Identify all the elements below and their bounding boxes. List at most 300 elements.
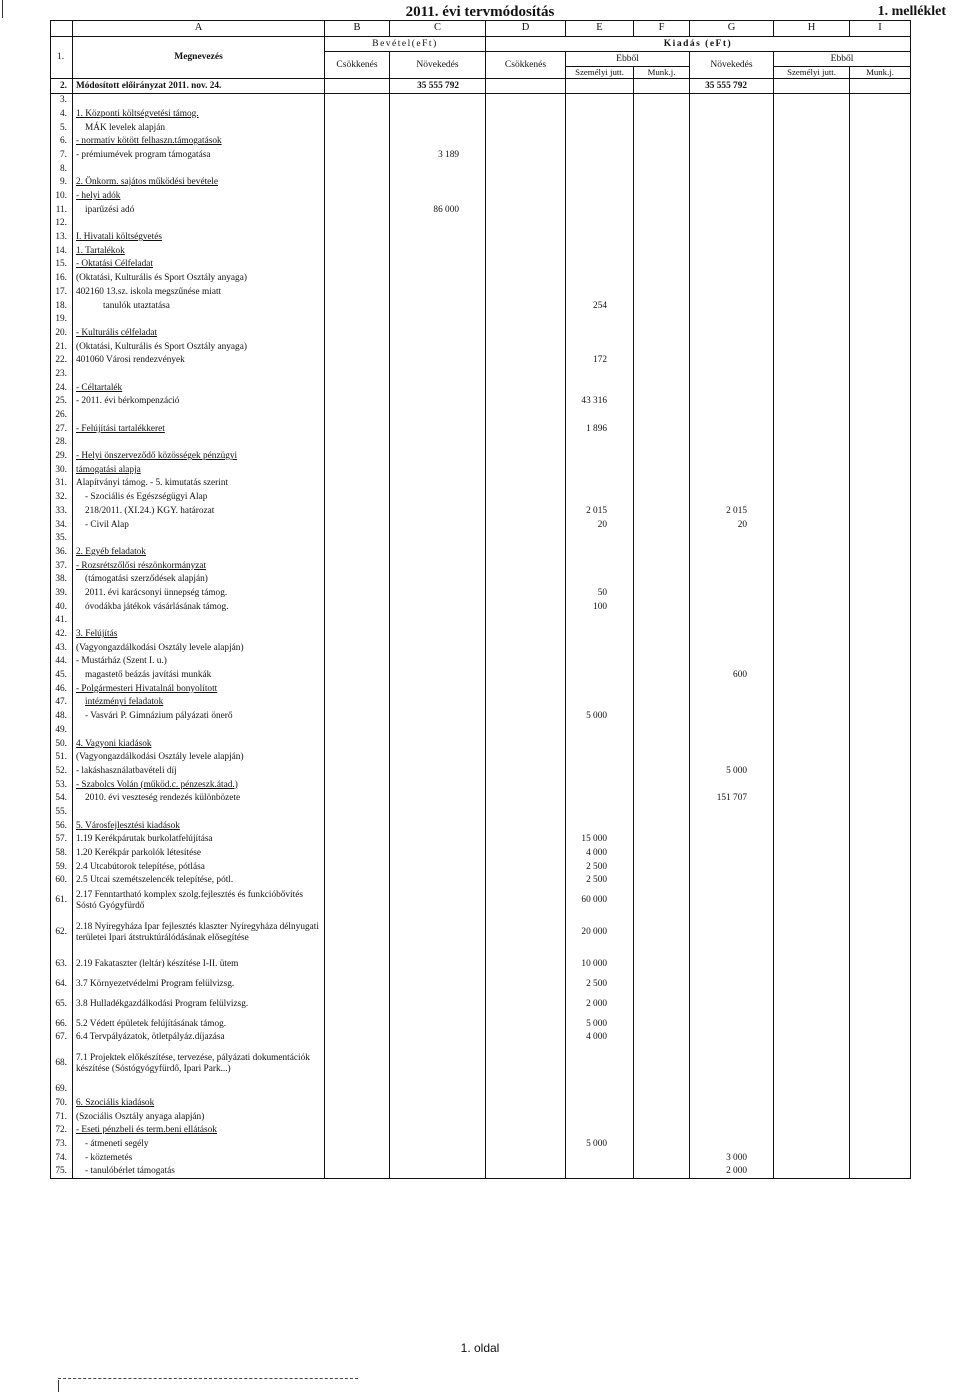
row-number: 12. xyxy=(51,217,73,231)
row-number: 17. xyxy=(51,285,73,299)
cell-f xyxy=(634,888,690,914)
row-number: 58. xyxy=(51,847,73,861)
cell-i xyxy=(850,231,911,245)
cell-b xyxy=(325,313,390,327)
cell-c xyxy=(390,914,486,952)
cell-i xyxy=(850,326,911,340)
cell-c xyxy=(390,367,486,381)
row-number: 52. xyxy=(51,764,73,778)
cell-d xyxy=(486,952,566,978)
cell-g xyxy=(690,952,774,978)
cell-h xyxy=(774,669,850,683)
table-row xyxy=(51,107,911,121)
cell-i xyxy=(850,422,911,436)
row-name: - Civil Alap xyxy=(73,518,325,532)
row-number: 75. xyxy=(51,1165,73,1179)
row-name: - tanulóbérlet támogatás xyxy=(73,1165,325,1179)
cell-c xyxy=(390,395,486,409)
row-number: 31. xyxy=(51,477,73,491)
cell-i xyxy=(850,819,911,833)
cell-e xyxy=(566,723,634,737)
cell-i xyxy=(850,409,911,423)
col-letter-d: D xyxy=(486,21,566,37)
cell-c xyxy=(390,1137,486,1151)
row-name: iparűzési adó xyxy=(73,203,325,217)
row-name xyxy=(73,217,325,231)
cell-f xyxy=(634,1110,690,1124)
cell-h xyxy=(774,491,850,505)
row-number: 74. xyxy=(51,1151,73,1165)
col-letter-c: C xyxy=(390,21,486,37)
cell-g xyxy=(690,231,774,245)
cell-g xyxy=(690,162,774,176)
cell-h xyxy=(774,258,850,272)
table-row xyxy=(51,847,911,861)
cell-d xyxy=(486,299,566,313)
cell-f xyxy=(634,1045,690,1083)
cell-g xyxy=(690,340,774,354)
row-name: I. Hivatali költségvetés xyxy=(73,231,325,245)
cell-e xyxy=(566,532,634,546)
cell-c xyxy=(390,778,486,792)
table-row xyxy=(51,586,911,600)
cell-e xyxy=(566,148,634,162)
cell-c xyxy=(390,354,486,368)
cell-e: 2 015 xyxy=(566,504,634,518)
cell-d xyxy=(486,354,566,368)
cell-f xyxy=(634,504,690,518)
row-number: 3. xyxy=(51,93,73,107)
cell-c xyxy=(390,952,486,978)
kiadas-csokkenes-ebbol-header: Ebből xyxy=(566,52,690,67)
row-number: 33. xyxy=(51,504,73,518)
cell-b xyxy=(325,93,390,107)
row-name: - köztemetés xyxy=(73,1151,325,1165)
cell-c xyxy=(390,231,486,245)
table-row xyxy=(51,914,911,952)
cell-b xyxy=(325,792,390,806)
cell-e: 4 000 xyxy=(566,847,634,861)
cell-c xyxy=(390,162,486,176)
cell-d xyxy=(486,1045,566,1083)
row-name: 2011. évi karácsonyi ünnepség támog. xyxy=(73,586,325,600)
cell-f xyxy=(634,135,690,149)
row-number: 66. xyxy=(51,1017,73,1031)
table-row xyxy=(51,340,911,354)
row-name: 6. Szociális kiadások xyxy=(73,1096,325,1110)
row-name: 2.17 Fenntartható komplex szolg.fejlesztés és funkcióbővítés Sóstó Gyógyfürdő xyxy=(73,888,325,914)
cell-e xyxy=(566,1165,634,1179)
cell-e: 2 500 xyxy=(566,874,634,888)
table-row xyxy=(51,600,911,614)
szemelyi-header-h: Személyi jutt. xyxy=(774,67,850,79)
cell-i xyxy=(850,79,911,94)
cell-c xyxy=(390,764,486,778)
cell-b xyxy=(325,285,390,299)
cell-i xyxy=(850,518,911,532)
cell-c xyxy=(390,463,486,477)
cell-b xyxy=(325,299,390,313)
row-number: 57. xyxy=(51,833,73,847)
row-name: - helyi adók xyxy=(73,190,325,204)
row-number: 44. xyxy=(51,655,73,669)
cell-e xyxy=(566,463,634,477)
row-number: 18. xyxy=(51,299,73,313)
row-number: 49. xyxy=(51,723,73,737)
cell-g xyxy=(690,436,774,450)
cell-g xyxy=(690,545,774,559)
cell-c: 35 555 792 xyxy=(390,79,486,94)
row-name: tanulók utaztatása xyxy=(73,299,325,313)
cell-g xyxy=(690,409,774,423)
cell-i xyxy=(850,1110,911,1124)
row-number: 35. xyxy=(51,532,73,546)
cell-e xyxy=(566,450,634,464)
cell-f xyxy=(634,409,690,423)
row-number: 29. xyxy=(51,450,73,464)
cell-h xyxy=(774,545,850,559)
cell-g xyxy=(690,148,774,162)
cell-h xyxy=(774,1151,850,1165)
cell-h xyxy=(774,978,850,992)
row-number: 45. xyxy=(51,669,73,683)
cell-i xyxy=(850,1124,911,1138)
cell-h xyxy=(774,107,850,121)
cell-g xyxy=(690,737,774,751)
cell-i xyxy=(850,1096,911,1110)
cell-g xyxy=(690,778,774,792)
cell-d xyxy=(486,203,566,217)
cell-h xyxy=(774,395,850,409)
cell-g xyxy=(690,600,774,614)
cell-h xyxy=(774,121,850,135)
row-number: 59. xyxy=(51,860,73,874)
cell-h xyxy=(774,914,850,952)
table-row xyxy=(51,491,911,505)
row-name: 2.4 Utcabútorok telepítése, pótlása xyxy=(73,860,325,874)
table-row xyxy=(51,518,911,532)
row-name: óvodákba játékok vásárlásának támog. xyxy=(73,600,325,614)
cell-b xyxy=(325,710,390,724)
bevetel-csokkenes-header: Csökkenés xyxy=(325,52,390,79)
cell-i xyxy=(850,628,911,642)
cell-h xyxy=(774,422,850,436)
cell-d xyxy=(486,655,566,669)
row-number: 25. xyxy=(51,395,73,409)
cell-c: 86 000 xyxy=(390,203,486,217)
cell-f xyxy=(634,833,690,847)
row-name: (támogatási szerződések alapján) xyxy=(73,573,325,587)
cell-h xyxy=(774,381,850,395)
cell-c xyxy=(390,1083,486,1097)
cell-b xyxy=(325,655,390,669)
cell-g: 600 xyxy=(690,669,774,683)
cell-h xyxy=(774,696,850,710)
cell-i xyxy=(850,805,911,819)
cell-i xyxy=(850,545,911,559)
cell-h xyxy=(774,190,850,204)
cell-i xyxy=(850,751,911,765)
cell-c xyxy=(390,381,486,395)
row-name: - Oktatási Célfeladat xyxy=(73,258,325,272)
row-number: 24. xyxy=(51,381,73,395)
cell-e xyxy=(566,1110,634,1124)
cell-i xyxy=(850,778,911,792)
cell-h xyxy=(774,1110,850,1124)
cell-e xyxy=(566,819,634,833)
row-name: - lakáshasználatbavételi díj xyxy=(73,764,325,778)
table-row xyxy=(51,1083,911,1097)
cell-b xyxy=(325,436,390,450)
cell-h xyxy=(774,176,850,190)
row-name: 4. Vagyoni kiadások xyxy=(73,737,325,751)
cell-g: 2 015 xyxy=(690,504,774,518)
cell-c xyxy=(390,409,486,423)
cell-i xyxy=(850,203,911,217)
row-number: 2. xyxy=(51,79,73,94)
cell-f xyxy=(634,655,690,669)
cell-e xyxy=(566,1045,634,1083)
row-number: 69. xyxy=(51,1083,73,1097)
cell-f xyxy=(634,285,690,299)
cell-d xyxy=(486,463,566,477)
table-row xyxy=(51,669,911,683)
cell-c xyxy=(390,93,486,107)
row-number: 47. xyxy=(51,696,73,710)
cell-e xyxy=(566,79,634,94)
cell-f xyxy=(634,244,690,258)
cell-b xyxy=(325,367,390,381)
cell-d xyxy=(486,504,566,518)
row-number: 27. xyxy=(51,422,73,436)
cell-d xyxy=(486,1083,566,1097)
cell-e: 5 000 xyxy=(566,710,634,724)
row-number: 16. xyxy=(51,272,73,286)
cell-b xyxy=(325,258,390,272)
cell-g xyxy=(690,586,774,600)
cell-f xyxy=(634,860,690,874)
cell-d xyxy=(486,559,566,573)
cell-c xyxy=(390,272,486,286)
cell-i xyxy=(850,559,911,573)
cell-d xyxy=(486,669,566,683)
cell-b xyxy=(325,669,390,683)
cell-d xyxy=(486,518,566,532)
cell-d xyxy=(486,532,566,546)
cell-c xyxy=(390,491,486,505)
cell-e xyxy=(566,381,634,395)
cell-c xyxy=(390,751,486,765)
cell-h xyxy=(774,764,850,778)
cell-e xyxy=(566,231,634,245)
cell-f xyxy=(634,518,690,532)
cell-c xyxy=(390,655,486,669)
row-name: - normatív kötött felhaszn.támogatások xyxy=(73,135,325,149)
cell-d xyxy=(486,491,566,505)
cell-g xyxy=(690,751,774,765)
cell-f xyxy=(634,313,690,327)
cell-b xyxy=(325,340,390,354)
cell-b xyxy=(325,422,390,436)
margin-mark xyxy=(58,1380,59,1392)
row-number: 21. xyxy=(51,340,73,354)
cell-b xyxy=(325,573,390,587)
cell-e xyxy=(566,614,634,628)
cell-c: 3 189 xyxy=(390,148,486,162)
cell-b xyxy=(325,545,390,559)
cell-g xyxy=(690,354,774,368)
munk-header-i: Munk.j. xyxy=(850,67,911,79)
row-name: - Szociális és Egészségügyi Alap xyxy=(73,491,325,505)
cell-d xyxy=(486,833,566,847)
cell-e xyxy=(566,805,634,819)
cell-e xyxy=(566,545,634,559)
cell-h xyxy=(774,532,850,546)
row-name: 1.20 Kerékpár parkolók létesítése xyxy=(73,847,325,861)
cell-h xyxy=(774,367,850,381)
cell-g xyxy=(690,381,774,395)
row-number: 37. xyxy=(51,559,73,573)
cell-h xyxy=(774,340,850,354)
row-number: 73. xyxy=(51,1137,73,1151)
kiadas-novekedes-header: Növekedés xyxy=(690,52,774,79)
row-name: 1.19 Kerékpárutak burkolatfelújítása xyxy=(73,833,325,847)
row-number: 4. xyxy=(51,107,73,121)
row-name xyxy=(73,1083,325,1097)
cell-e: 20 xyxy=(566,518,634,532)
name-header: Megnevezés xyxy=(73,37,325,79)
cell-b xyxy=(325,491,390,505)
table-row xyxy=(51,559,911,573)
cell-e xyxy=(566,1096,634,1110)
cell-d xyxy=(486,764,566,778)
cell-i xyxy=(850,669,911,683)
cell-b xyxy=(325,641,390,655)
cell-g xyxy=(690,888,774,914)
cell-d xyxy=(486,190,566,204)
row-name: támogatási alapja xyxy=(73,463,325,477)
cell-b xyxy=(325,121,390,135)
table-row xyxy=(51,395,911,409)
cell-e: 2 500 xyxy=(566,860,634,874)
cell-f xyxy=(634,354,690,368)
cell-g xyxy=(690,1096,774,1110)
cell-g xyxy=(690,135,774,149)
row-number: 6. xyxy=(51,135,73,149)
cell-h xyxy=(774,285,850,299)
row-number: 11. xyxy=(51,203,73,217)
cell-g xyxy=(690,532,774,546)
row-number: 22. xyxy=(51,354,73,368)
cell-c xyxy=(390,244,486,258)
cell-h xyxy=(774,79,850,94)
row-number: 51. xyxy=(51,751,73,765)
cell-e xyxy=(566,764,634,778)
cell-d xyxy=(486,978,566,992)
cell-h xyxy=(774,518,850,532)
kiadas-novekedes-ebbol-header: Ebből xyxy=(774,52,911,67)
row-name: 3.8 Hulladékgazdálkodási Program felülvizsg. xyxy=(73,991,325,1017)
cell-c xyxy=(390,888,486,914)
cell-e xyxy=(566,217,634,231)
cell-d xyxy=(486,628,566,642)
cell-h xyxy=(774,573,850,587)
row-name xyxy=(73,93,325,107)
cell-g xyxy=(690,682,774,696)
row-name xyxy=(73,313,325,327)
cell-g xyxy=(690,833,774,847)
cell-b xyxy=(325,614,390,628)
cell-h xyxy=(774,1165,850,1179)
cell-g xyxy=(690,641,774,655)
row-name xyxy=(73,409,325,423)
cell-f xyxy=(634,628,690,642)
row-number: 53. xyxy=(51,778,73,792)
row-number: 23. xyxy=(51,367,73,381)
cell-i xyxy=(850,121,911,135)
cell-d xyxy=(486,545,566,559)
cell-e: 1 896 xyxy=(566,422,634,436)
cell-b xyxy=(325,532,390,546)
cell-i xyxy=(850,641,911,655)
cell-f xyxy=(634,450,690,464)
cell-e xyxy=(566,628,634,642)
cell-f xyxy=(634,1017,690,1031)
row-name: - Helyi önszerveződő közösségek pénzügyi xyxy=(73,450,325,464)
cell-i xyxy=(850,991,911,1017)
row-number: 46. xyxy=(51,682,73,696)
cell-c xyxy=(390,313,486,327)
table-row xyxy=(51,504,911,518)
cell-f xyxy=(634,586,690,600)
cell-i xyxy=(850,313,911,327)
cell-b xyxy=(325,914,390,952)
table-row xyxy=(51,764,911,778)
cell-c xyxy=(390,628,486,642)
cell-c xyxy=(390,1045,486,1083)
cell-i xyxy=(850,244,911,258)
cell-e: 50 xyxy=(566,586,634,600)
row-number: 54. xyxy=(51,792,73,806)
table-row xyxy=(51,751,911,765)
cell-c xyxy=(390,723,486,737)
cell-h xyxy=(774,778,850,792)
cell-d xyxy=(486,258,566,272)
cell-g xyxy=(690,1137,774,1151)
table-row xyxy=(51,463,911,477)
cell-g xyxy=(690,978,774,992)
row-name xyxy=(73,532,325,546)
row-number: 50. xyxy=(51,737,73,751)
cell-f xyxy=(634,751,690,765)
cell-g xyxy=(690,914,774,952)
cell-i xyxy=(850,764,911,778)
cell-f xyxy=(634,696,690,710)
row-name: 2.18 Nyíregyháza Ipar fejlesztés klaszter Nyíregyháza délnyugati területei Ipari átstruktúrálódásának elősegítése xyxy=(73,914,325,952)
cell-f xyxy=(634,805,690,819)
cell-c xyxy=(390,518,486,532)
cell-g xyxy=(690,107,774,121)
cell-e: 172 xyxy=(566,354,634,368)
cell-f xyxy=(634,367,690,381)
cell-i xyxy=(850,888,911,914)
row-name xyxy=(73,614,325,628)
cell-e xyxy=(566,203,634,217)
cell-c xyxy=(390,176,486,190)
cell-h xyxy=(774,162,850,176)
cell-b xyxy=(325,778,390,792)
table-body xyxy=(51,79,911,1179)
